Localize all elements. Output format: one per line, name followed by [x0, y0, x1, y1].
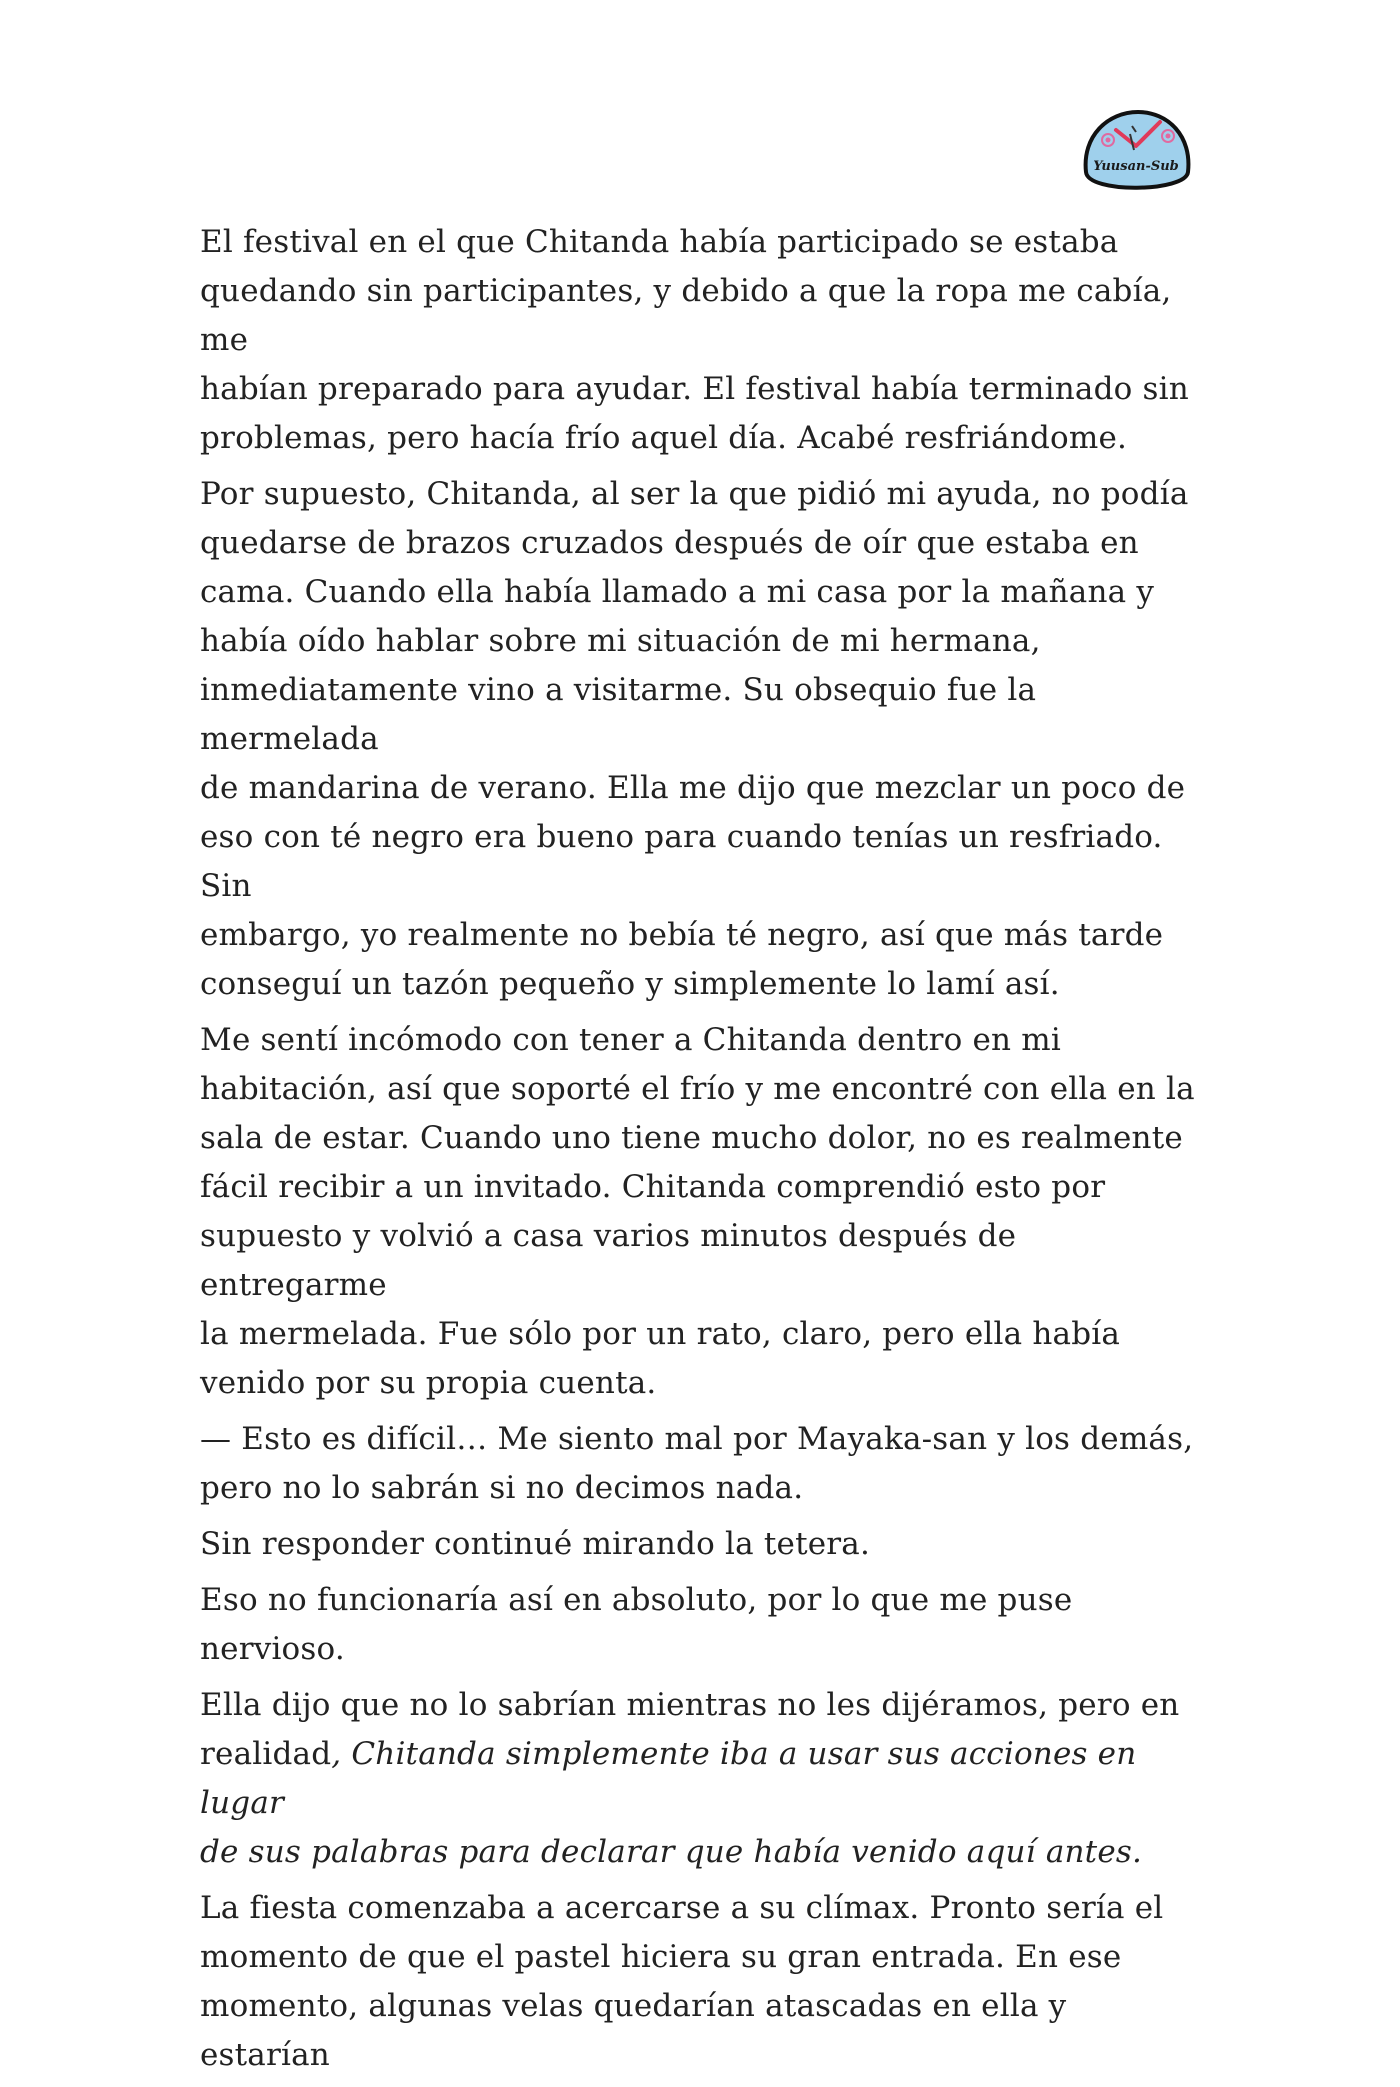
text-line: embargo, yo realmente no bebía té negro, así que más tarde [200, 917, 1164, 953]
text-line: problemas, pero hacía frío aquel día. Acabé resfriándome. [200, 420, 1128, 456]
body-text [200, 218, 1200, 2087]
paragraph-6 [200, 1576, 1200, 1674]
text-line: Eso no funcionaría así en absoluto, por lo que me puse [200, 1582, 1073, 1618]
text-line: habían preparado para ayudar. El festival había terminado sin [200, 371, 1189, 407]
paragraph-3 [200, 1016, 1200, 1408]
text-line: de mandarina de verano. Ella me dijo que mezclar un poco de [200, 770, 1186, 806]
text-line: sala de estar. Cuando uno tiene mucho dolor, no es realmente [200, 1120, 1183, 1156]
text-line: eso con té negro era bueno para cuando tenías un resfriado. Sin [200, 819, 1163, 904]
text-line: momento, algunas velas quedarían atascadas en ella y estarían [200, 1988, 1067, 2073]
text-line: venido por su propia cuenta. [200, 1365, 657, 1401]
yuusan-sub-logo [1078, 106, 1196, 198]
text-line: había oído hablar sobre mi situación de mi hermana, [200, 623, 1041, 659]
text-line: — Esto es difícil… Me siento mal por Mayaka-san y los demás, [200, 1421, 1194, 1457]
logo-text: Yuusan-Sub [1093, 159, 1179, 174]
text-line: pero no lo sabrán si no decimos nada. [200, 1470, 804, 1506]
paragraph-dialogue [200, 1415, 1200, 1513]
text-line: cama. Cuando ella había llamado a mi casa por la mañana y [200, 574, 1155, 610]
text-line: inmediatamente vino a visitarme. Su obsequio fue la mermelada [200, 672, 1037, 757]
text-line: quedando sin participantes, y debido a que la ropa me cabía, me [200, 273, 1172, 358]
paragraph-7 [200, 1681, 1200, 1877]
logo-emblem-icon [1078, 106, 1196, 198]
italic-text: de sus palabras para declarar que había venido aquí antes. [200, 1834, 1143, 1870]
paragraph-2 [200, 470, 1200, 1009]
text-line: La fiesta comenzaba a acercarse a su clímax. Pronto sería el [200, 1890, 1164, 1926]
italic-text: , Chitanda simplemente iba a usar sus acciones en lugar [200, 1736, 1137, 1821]
text-line: la mermelada. Fue sólo por un rato, claro, pero ella había [200, 1316, 1121, 1352]
text-line: fácil recibir a un invitado. Chitanda comprendió esto por [200, 1169, 1106, 1205]
paragraph-5 [200, 1520, 1200, 1569]
text-line: nervioso. [200, 1631, 345, 1667]
text-line: conseguí un tazón pequeño y simplemente lo lamí así. [200, 966, 1060, 1002]
paragraph-1 [200, 218, 1200, 463]
text-line: El festival en el que Chitanda había participado se estaba [200, 224, 1119, 260]
text-line: Me sentí incómodo con tener a Chitanda dentro en mi [200, 1022, 1061, 1058]
text-line: supuesto y volvió a casa varios minutos después de entregarme [200, 1218, 1017, 1303]
text-line: habitación, así que soporté el frío y me encontré con ella en la [200, 1071, 1195, 1107]
paragraph-8 [200, 1884, 1200, 2080]
text-line: quedarse de brazos cruzados después de oír que estaba en [200, 525, 1139, 561]
text-line: Ella dijo que no lo sabrían mientras no les dijéramos, pero en [200, 1687, 1180, 1723]
text-line: Por supuesto, Chitanda, al ser la que pidió mi ayuda, no podía [200, 476, 1189, 512]
text-line: realidad [200, 1736, 332, 1772]
text-line: Sin responder continué mirando la tetera. [200, 1526, 871, 1562]
text-line: momento de que el pastel hiciera su gran entrada. En ese [200, 1939, 1122, 1975]
